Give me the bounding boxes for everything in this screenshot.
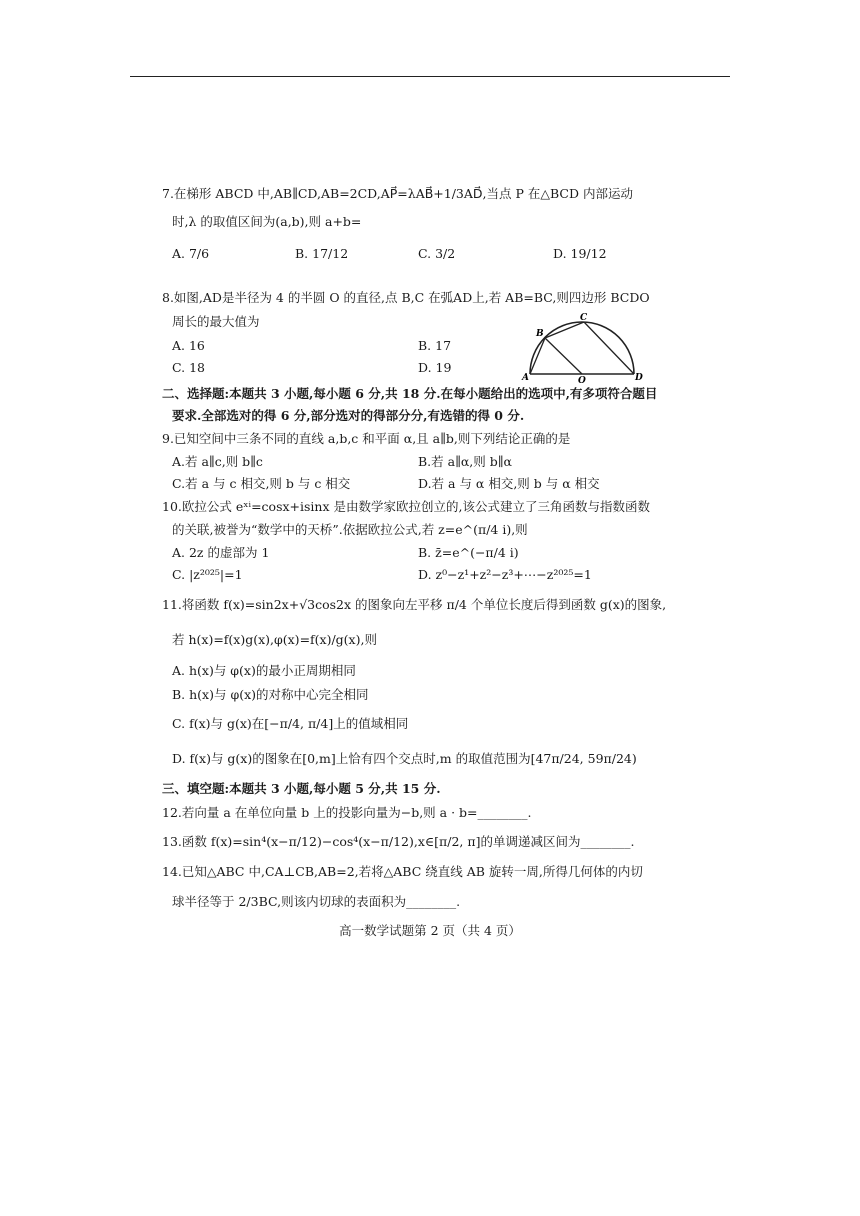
q10-line2: 的关联,被誉为“数学中的天桥”.依据欧拉公式,若 z=e^(π/4 i),则 [172,522,528,537]
q9-option-d: D.若 a 与 α 相交,则 b 与 α 相交 [418,476,600,491]
q14-line2: 球半径等于 2/3BC,则该内切球的表面积为________. [172,894,461,909]
page-footer: 高一数学试题第 2 页（共 4 页） [339,923,521,938]
fig-label-o: O [578,376,586,384]
q11-line2: 若 h(x)=f(x)g(x),φ(x)=f(x)/g(x),则 [172,632,377,647]
fig-label-c: C [580,313,588,323]
top-rule [130,76,730,77]
semicircle-figure [518,312,648,384]
q7-line1: 7.在梯形 ABCD 中,AB∥CD,AB=2CD,AP⃗=λAB⃗+1/3AD⃗,当点 P 在△BCD 内部运动 [162,186,633,201]
q11-option-c: C. f(x)与 g(x)在[−π/4, π/4]上的值域相同 [172,716,409,731]
fig-label-a: A [522,373,529,383]
q9-stem: 9.已知空间中三条不同的直线 a,b,c 和平面 α,且 a∥b,则下列结论正确的是 [162,431,571,446]
q10-option-c: C. |z²⁰²⁵|=1 [172,567,243,582]
q12-text: 12.若向量 a 在单位向量 b 上的投影向量为−b,则 a · b=________. [162,805,532,820]
q8-option-b: B. 17 [418,338,452,353]
q7-option-b: B. 17/12 [295,246,349,261]
section3-heading: 三、填空题:本题共 3 小题,每小题 5 分,共 15 分. [162,781,441,796]
q11-option-d: D. f(x)与 g(x)的图象在[0,m]上恰有四个交点时,m 的取值范围为[47π/24, 59π/24) [172,751,637,766]
q7-option-c: C. 3/2 [418,246,456,261]
q9-option-c: C.若 a 与 c 相交,则 b 与 c 相交 [172,476,351,491]
fig-label-d: D [635,373,643,383]
q11-option-a: A. h(x)与 φ(x)的最小正周期相同 [172,663,356,678]
q13-text: 13.函数 f(x)=sin⁴(x−π/12)−cos⁴(x−π/12),x∈[π/2, π]的单调递减区间为________. [162,834,635,849]
fig-label-b: B [536,329,544,339]
q10-option-a: A. 2z 的虚部为 1 [172,545,270,560]
q11-line1: 11.将函数 f(x)=sin2x+√3cos2x 的图象向左平移 π/4 个单位长度后得到函数 g(x)的图象, [162,597,667,612]
q10-option-b: B. z̄=e^(−π/4 i) [418,545,519,560]
q8-option-a: A. 16 [172,338,205,353]
q8-line2: 周长的最大值为 [172,314,260,329]
q10-line1: 10.欧拉公式 eˣⁱ=cosx+isinx 是由数学家欧拉创立的,该公式建立了三角函数与指数函数 [162,499,650,514]
section2-heading-line2: 要求.全部选对的得 6 分,部分选对的得部分分,有选错的得 0 分. [172,408,525,423]
q8-option-d: D. 19 [418,360,452,375]
q9-option-a: A.若 a∥c,则 b∥c [172,454,263,469]
q7-option-d: D. 19/12 [553,246,607,261]
q9-option-b: B.若 a∥α,则 b∥α [418,454,512,469]
q11-option-b: B. h(x)与 φ(x)的对称中心完全相同 [172,687,369,702]
q7-option-a: A. 7/6 [172,246,210,261]
q14-line1: 14.已知△ABC 中,CA⊥CB,AB=2,若将△ABC 绕直线 AB 旋转一周,所得几何体的内切 [162,864,643,879]
q8-line1: 8.如图,AD是半径为 4 的半圆 O 的直径,点 B,C 在弧AD上,若 AB=BC,则四边形 BCDO [162,290,650,305]
q8-option-c: C. 18 [172,360,205,375]
section2-heading-line1: 二、选择题:本题共 3 小题,每小题 6 分,共 18 分.在每小题给出的选项中,有多项符合题目 [162,386,658,401]
q7-line2: 时,λ 的取值区间为(a,b),则 a+b= [172,214,362,229]
q10-option-d: D. z⁰−z¹+z²−z³+⋯−z²⁰²⁵=1 [418,567,592,582]
